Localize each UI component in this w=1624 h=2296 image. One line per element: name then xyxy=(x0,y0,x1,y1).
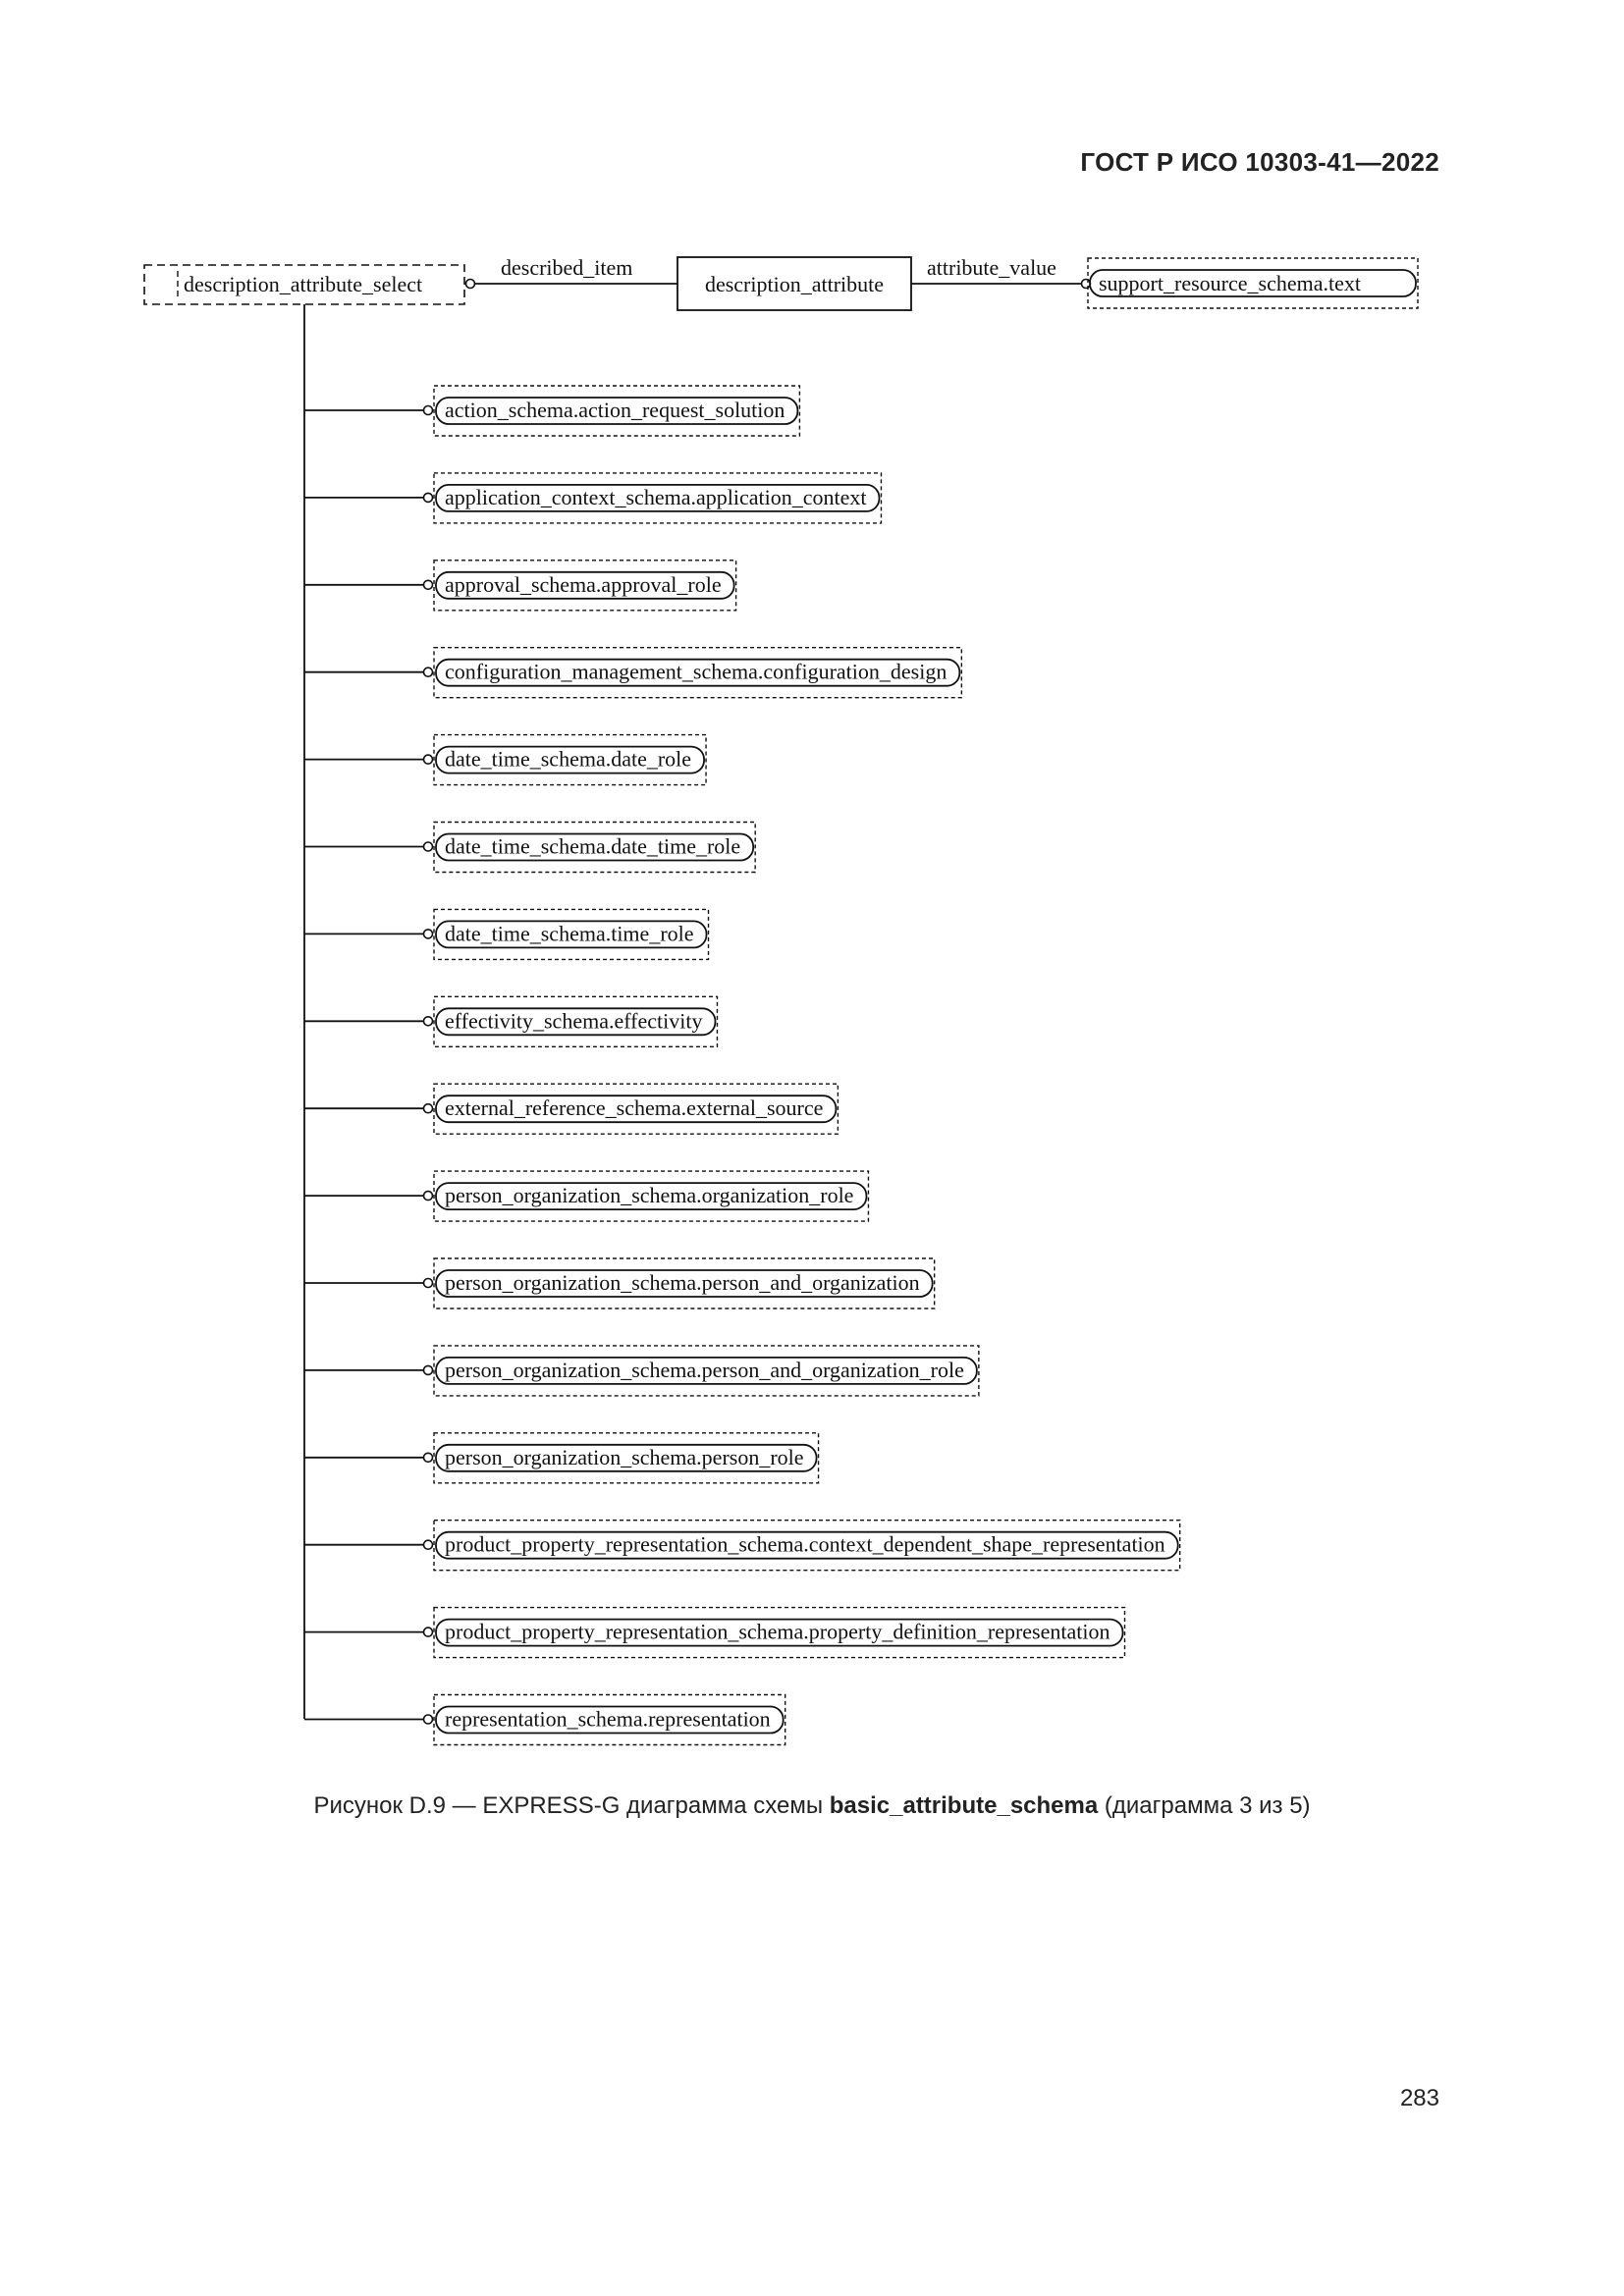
select-item-end-circle xyxy=(424,667,433,676)
select-item-label: person_organization_schema.person_and_organization_role xyxy=(445,1357,964,1382)
select-item-label: product_property_representation_schema.property_definition_representation xyxy=(445,1619,1110,1644)
select-item-label: external_reference_schema.external_source xyxy=(445,1095,824,1121)
select-item-label: person_organization_schema.person_and_organization xyxy=(445,1270,920,1295)
select-item-label: application_context_schema.application_context xyxy=(445,484,867,509)
select-item-end-circle xyxy=(424,493,433,502)
select-item-branch xyxy=(304,473,881,523)
select-item-end-circle xyxy=(424,1628,433,1636)
entity-node xyxy=(677,257,911,310)
select-item-label: action_schema.action_request_solution xyxy=(445,398,785,422)
select-type-node xyxy=(144,265,464,304)
select-item-end-circle xyxy=(424,1192,433,1201)
select-item-end-circle xyxy=(424,1104,433,1113)
select-item-branch xyxy=(304,1433,819,1483)
page-number: 283 xyxy=(1399,2085,1439,2111)
select-item-label: approval_schema.approval_role xyxy=(445,571,722,597)
select-item-branch xyxy=(304,1521,1180,1571)
select-item-branch xyxy=(304,1084,838,1134)
select-item-branch xyxy=(304,823,755,873)
caption-schema-name: basic_attribute_schema xyxy=(829,1792,1099,1819)
caption-suffix: (диаграмма 3 из 5) xyxy=(1098,1792,1311,1819)
select-item-end-circle xyxy=(424,406,433,415)
select-item-end-circle xyxy=(424,1715,433,1724)
attribute-target-label: support_resource_schema.text xyxy=(1099,271,1361,295)
entity-label: description_attribute xyxy=(704,272,885,296)
select-item-end-circle xyxy=(424,1279,433,1288)
caption-prefix: Рисунок D.9 — EXPRESS-G диаграмма схемы xyxy=(313,1792,830,1819)
attribute-target-node xyxy=(1088,258,1418,308)
select-item-label: representation_schema.representation xyxy=(445,1706,771,1732)
described-item-end-circle xyxy=(466,280,475,289)
select-item-branch xyxy=(304,909,709,959)
select-item-branch xyxy=(304,1258,935,1308)
select-item-end-circle xyxy=(424,1540,433,1549)
select-items-group xyxy=(304,386,1180,1745)
select-item-branch xyxy=(304,1695,785,1745)
select-item-branch xyxy=(304,1171,868,1221)
select-item-label: date_time_schema.date_role xyxy=(445,746,692,772)
document-header: ГОСТ Р ИСО 10303-41—2022 xyxy=(1080,147,1439,177)
select-type-label: description_attribute_select xyxy=(184,272,423,296)
select-item-label: effectivity_schema.effectivity xyxy=(445,1008,703,1034)
select-item-label: date_time_schema.time_role xyxy=(445,921,694,946)
select-item-label: configuration_management_schema.configuration_design xyxy=(445,659,947,684)
select-item-end-circle xyxy=(424,842,433,851)
select-item-branch xyxy=(304,386,799,436)
select-item-branch xyxy=(304,1346,979,1396)
select-item-end-circle xyxy=(424,755,433,764)
attribute-value-relation xyxy=(911,255,1091,289)
select-item-end-circle xyxy=(424,1365,433,1374)
select-item-branch xyxy=(304,648,961,698)
select-item-branch xyxy=(304,996,717,1046)
select-item-label: date_time_schema.date_time_role xyxy=(445,833,741,859)
figure-caption xyxy=(0,1792,1624,1820)
select-item-branch xyxy=(304,1608,1125,1658)
select-item-end-circle xyxy=(424,1453,433,1462)
described-item-relation xyxy=(466,255,678,289)
attribute-value-label: attribute_value xyxy=(927,255,1056,280)
select-item-end-circle xyxy=(424,1017,433,1026)
select-item-label: person_organization_schema.person_role xyxy=(445,1444,804,1469)
select-item-label: person_organization_schema.organization_role xyxy=(445,1183,854,1208)
select-item-branch xyxy=(304,561,736,611)
select-item-end-circle xyxy=(424,580,433,589)
select-item-end-circle xyxy=(424,930,433,938)
described-item-label: described_item xyxy=(501,255,633,280)
select-item-label: product_property_representation_schema.context_dependent_shape_representation xyxy=(445,1531,1165,1557)
select-item-branch xyxy=(304,735,706,785)
